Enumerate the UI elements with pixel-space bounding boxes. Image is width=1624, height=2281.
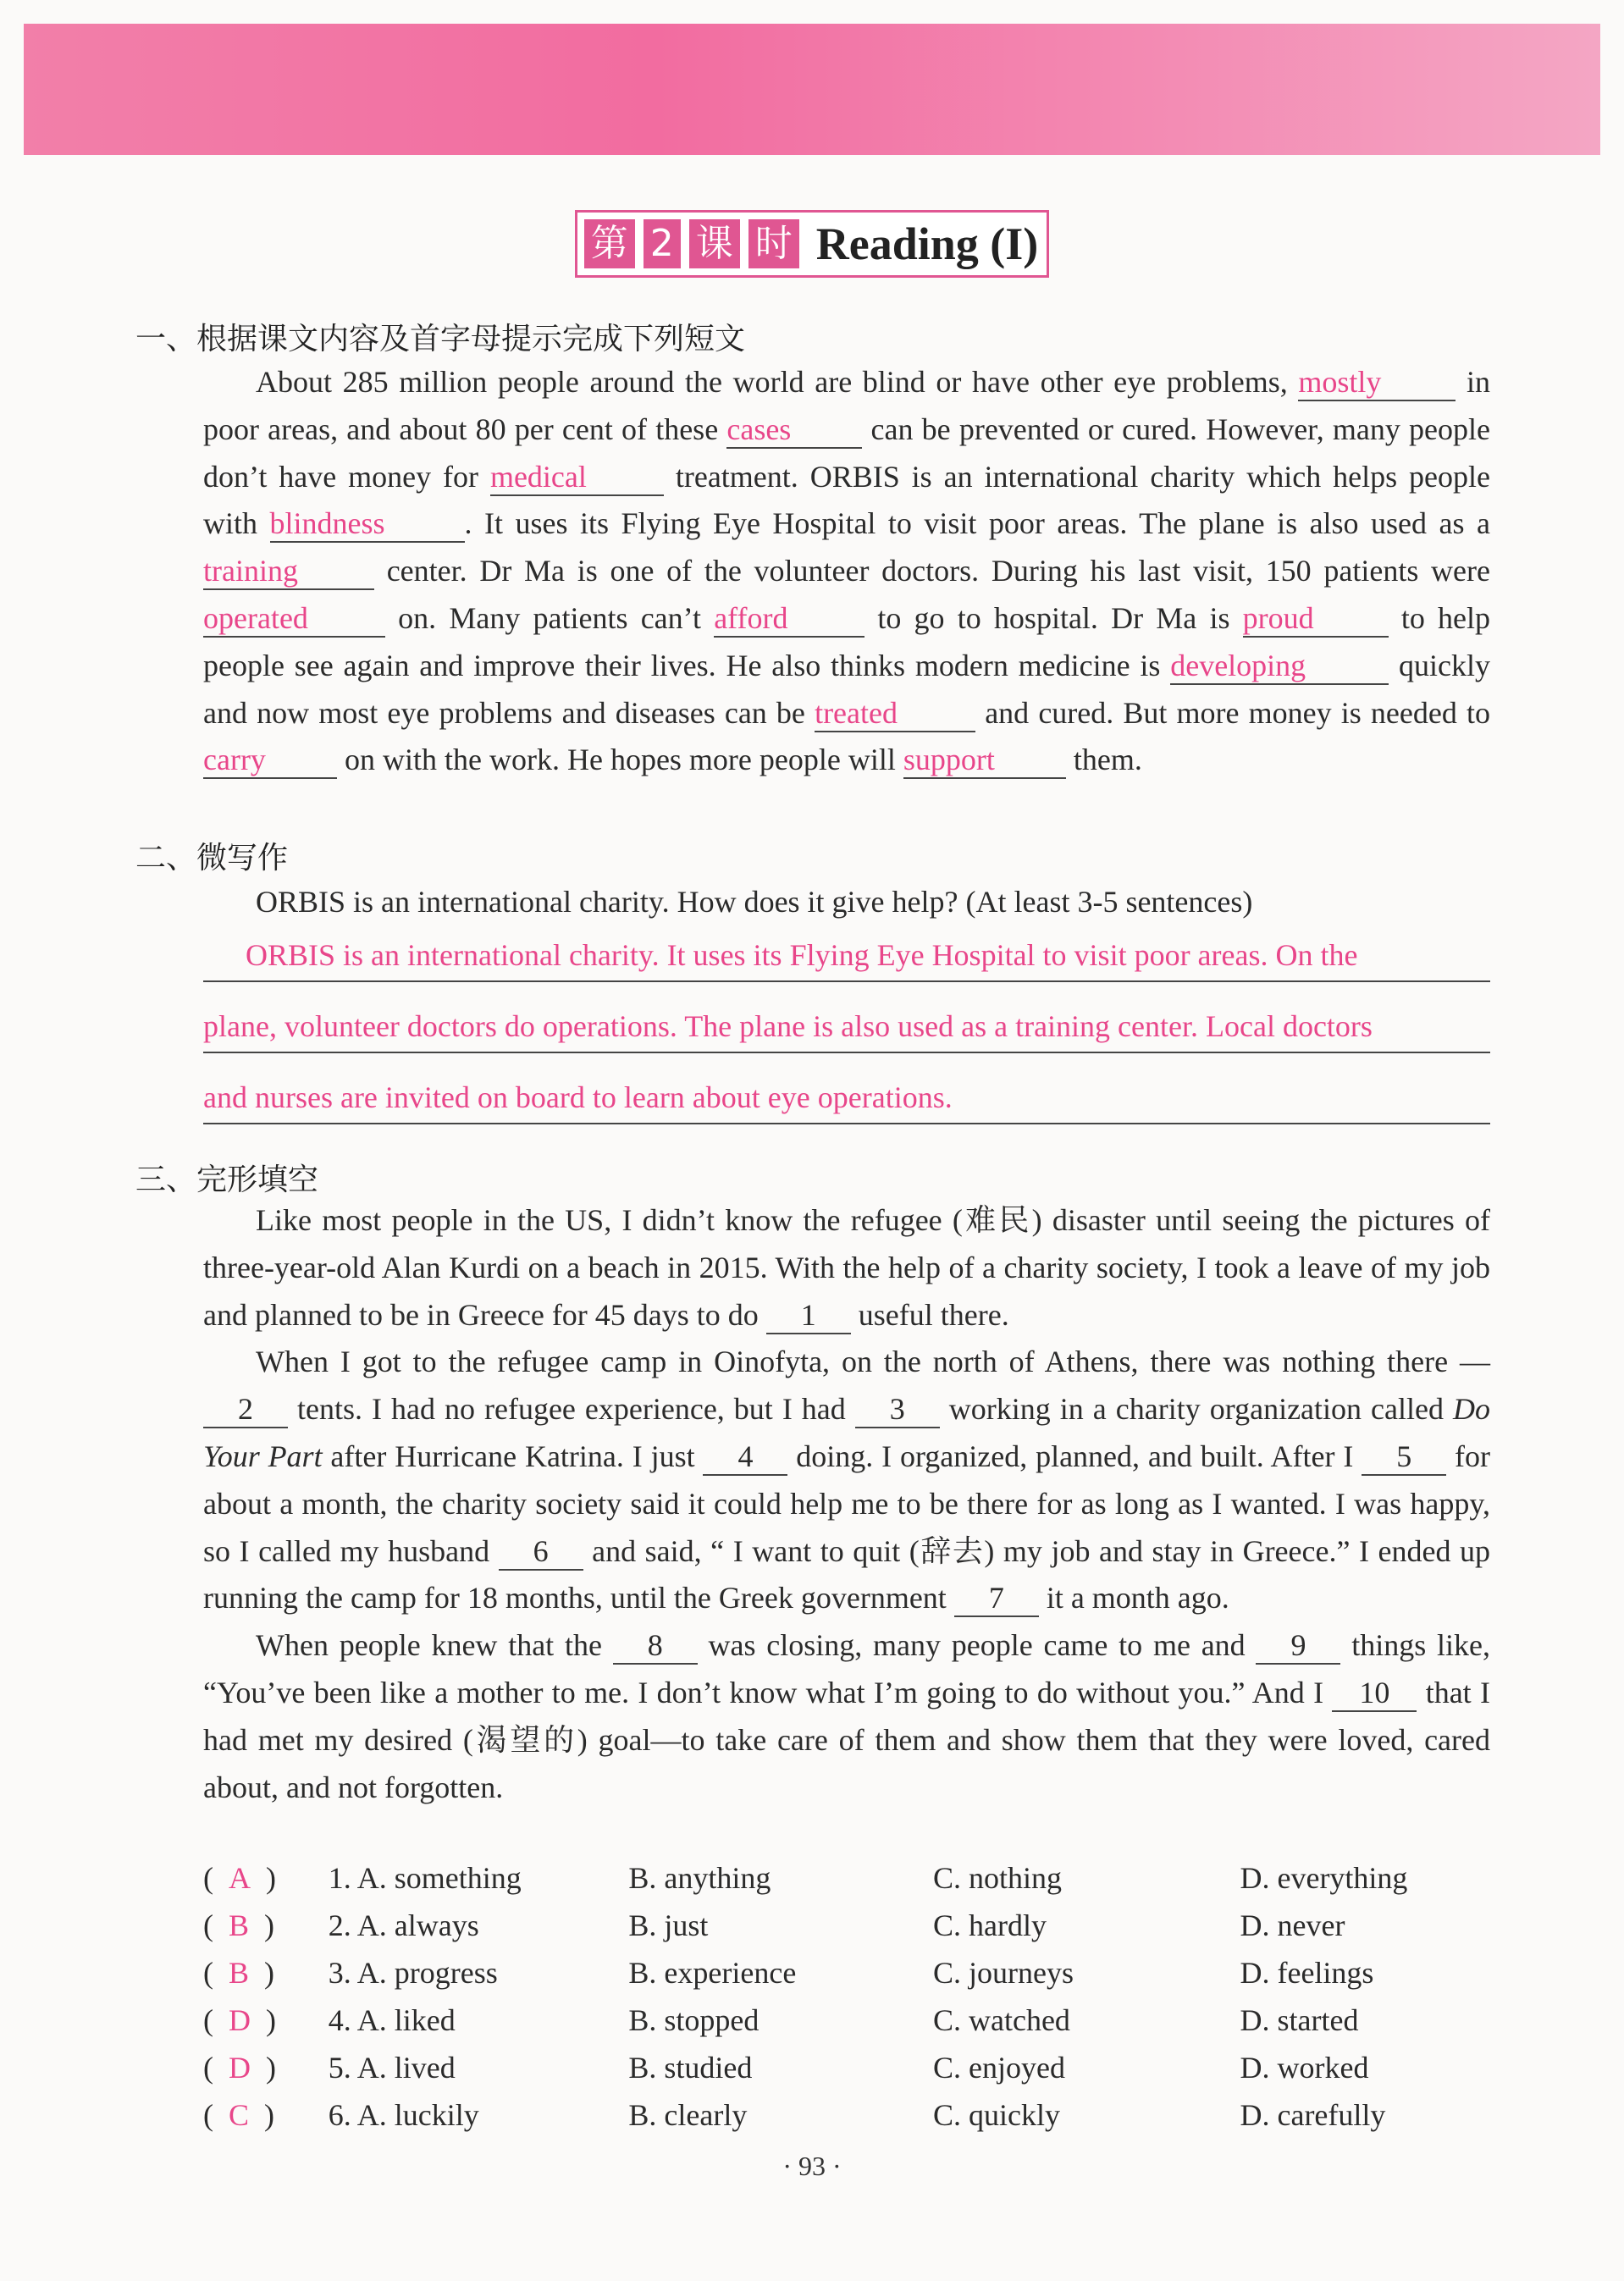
cloze-paragraph-1: Like most people in the US, I didn’t know the refugee (难民) disaster until seeing the pictures of three-year-old Alan Kurdi on a beach in 2015. With the help of a charity society, I took a leave of my job and planned to be in Greece for 45 days to do 1 useful there.: [203, 1197, 1490, 1339]
fill-blank: treated: [815, 695, 975, 732]
fill-blank: mostly: [1298, 364, 1456, 401]
page-title: Reading (I): [815, 218, 1039, 269]
fill-blank: cases: [726, 411, 862, 449]
cloze-blank: 3: [855, 1391, 940, 1428]
lesson-badge-1: 第: [584, 219, 635, 268]
answer-bracket: ( A ): [203, 1861, 276, 1895]
fill-blank: medical: [490, 459, 664, 496]
fill-blank: proud: [1243, 600, 1389, 638]
cloze-blank: 2: [203, 1391, 288, 1428]
answer-bracket: ( B ): [203, 1908, 275, 1942]
cloze-paragraph-2: When I got to the refugee camp in Oinofyta, on the north of Athens, there was nothing there — 2 tents. I had no refugee experience, but I had 3 working in a charity organization called Do Your Part after Hurricane Katrina. I just 4 doing. I organized, planned, and built. After I 5 for about a month, the charity society said it could help me to be there for as long as I wanted. I was happy, so I called my husband 6 and said, “ I want to quit (辞去) my job and stay in Greece.” I ended up running the camp for 18 months, until the Greek government 7 it a month ago.: [203, 1339, 1490, 1622]
writing-line-2: plane, volunteer doctors do operations. The plane is also used as a training center. Local doctors: [203, 1001, 1490, 1053]
cloze-blank: 10: [1332, 1675, 1417, 1712]
cloze-blank: 6: [499, 1533, 583, 1571]
question-row: ( D ) 5. A. lived B. studied C. enjoyed D. worked: [203, 2051, 1369, 2085]
fill-blank: operated: [203, 600, 385, 638]
answer-bracket: ( D ): [203, 2051, 276, 2085]
fill-blank: developing: [1170, 648, 1389, 685]
page-number: · 93 ·: [782, 2151, 842, 2181]
lesson-badge-3: 课: [689, 219, 740, 268]
answer-bracket: ( C ): [203, 2098, 275, 2132]
writing-line-1: ORBIS is an international charity. It uses its Flying Eye Hospital to visit poor areas. On the: [203, 930, 1490, 982]
section-1-heading: 一、根据课文内容及首字母提示完成下列短文: [135, 322, 746, 356]
cloze-blank: 1: [766, 1297, 851, 1334]
passage-1: About 285 million people around the world are blind or have other eye problems, mostly in poor areas, and about 80 per cent of these cases can be prevented or cured. However, many people don’t have money for medical treatment. ORBIS is an international charity which helps people with blindness . It uses its Flying Eye Hospital to visit poor areas. The plane is also used as a training center. Dr Ma is one of the volunteer doctors. During his last visit, 150 patients were operated on. Many patients can’t afford to go to hospital. Dr Ma is proud to help people see again and improve their lives. He also thinks modern medicine is developing quickly and now most eye problems and diseases can be treated and cured. But more money is needed to carry on with the work. He hopes more people will support them.: [203, 359, 1490, 784]
question-row: ( B ) 3. A. progress B. experience C. journeys D. feelings: [203, 1956, 1374, 1990]
fill-blank: carry: [203, 742, 337, 779]
answer-bracket: ( B ): [203, 1956, 275, 1990]
fill-blank: training: [203, 553, 374, 590]
fill-blank: afford: [714, 600, 864, 638]
lesson-badge-4: 时: [748, 219, 799, 268]
cloze-blank: 9: [1256, 1627, 1340, 1665]
question-list: [203, 1854, 1490, 2139]
section-3-heading: 三、完形填空: [135, 1163, 319, 1197]
lesson-title: [0, 210, 1624, 278]
cloze-passage: [203, 1197, 1490, 1811]
answer-bracket: ( D ): [203, 2003, 276, 2037]
question-row: ( B ) 2. A. always B. just C. hardly D. never: [203, 1908, 1345, 1942]
top-banner: [24, 24, 1600, 155]
cloze-blank: 7: [954, 1580, 1039, 1617]
writing-prompt: ORBIS is an international charity. How does it give help? (At least 3-5 sentences): [256, 885, 1253, 919]
writing-line-3: and nurses are invited on board to learn about eye operations.: [203, 1072, 1490, 1124]
question-row: ( A ) 1. A. something B. anything C. nothing D. everything: [203, 1861, 1408, 1895]
fill-blank: blindness: [270, 505, 465, 543]
cloze-paragraph-3: When people knew that the 8 was closing, many people came to me and 9 things like, “You’ve been like a mother to me. I don’t know what I’m going to do without you.” And I 10 that I had met my desired (渴望的) goal—to take care of them and show them that they were loved, cared about, and not forgotten.: [203, 1628, 1490, 1804]
title-box: [575, 210, 1050, 278]
fill-blank: support: [903, 742, 1066, 779]
cloze-blank: 5: [1362, 1439, 1446, 1476]
question-row: ( C ) 6. A. luckily B. clearly C. quickly D. carefully: [203, 2098, 1386, 2132]
section-2-heading: 二、微写作: [135, 841, 289, 875]
cloze-blank: 8: [613, 1627, 698, 1665]
lesson-badge-2: 2: [644, 219, 681, 268]
cloze-blank: 4: [703, 1439, 787, 1476]
question-row: ( D ) 4. A. liked B. stopped C. watched D. started: [203, 2003, 1359, 2037]
